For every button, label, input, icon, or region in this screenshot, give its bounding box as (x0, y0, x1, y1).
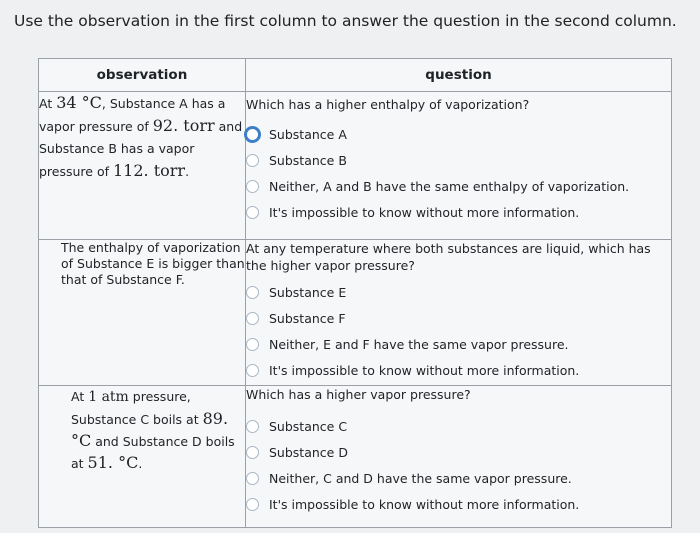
obs-temperature: 89. °C (71, 409, 229, 450)
option-label: Substance F (269, 310, 346, 326)
option-label: Substance D (269, 444, 348, 460)
obs-value: 92. torr (152, 116, 215, 135)
option-substance-a[interactable] (246, 121, 671, 147)
radio-button-icon[interactable] (246, 338, 259, 351)
obs-text: At (39, 96, 57, 111)
radio-button-icon[interactable] (246, 420, 259, 433)
option-impossible-ef[interactable] (246, 357, 671, 383)
radio-button-icon[interactable] (246, 154, 259, 167)
option-label: Substance A (269, 126, 347, 142)
option-substance-c[interactable] (246, 413, 671, 439)
option-substance-b[interactable] (246, 147, 671, 173)
radio-button-icon[interactable] (246, 312, 259, 325)
radio-button-icon[interactable] (246, 364, 259, 377)
question-text: Which has a higher vapor pressure? (246, 387, 471, 402)
obs-temperature: 34 °C (56, 93, 102, 112)
radio-button-icon[interactable] (246, 446, 259, 459)
obs-value: 112. torr (113, 161, 186, 180)
option-label: Substance B (269, 152, 347, 168)
radio-button-icon[interactable] (246, 472, 259, 485)
option-label: It's impossible to know without more information. (269, 362, 580, 378)
question-cell (246, 386, 672, 528)
instruction-text: Use the observation in the first column to answer the question in the second column. (14, 12, 677, 30)
observation-cell: The enthalpy of vaporization of Substance E is bigger than that of Substance F. (39, 240, 246, 386)
question-table (38, 58, 672, 528)
option-label: It's impossible to know without more information. (269, 204, 580, 220)
option-substance-e[interactable] (246, 279, 671, 305)
radio-button-icon[interactable] (246, 206, 259, 219)
obs-text: , Substance A has a vapor pressure of (39, 96, 226, 134)
table-row (39, 386, 672, 528)
obs-text: and Substance B has a vapor pressure of (39, 119, 243, 179)
obs-text: At (71, 389, 89, 404)
question-header: question (246, 59, 672, 92)
option-substance-f[interactable] (246, 305, 671, 331)
radio-button-icon[interactable] (246, 180, 259, 193)
obs-pressure: 1 atm (88, 389, 129, 405)
option-neither-ab[interactable] (246, 173, 671, 199)
question-text: At any temperature where both substances are liquid, which has the higher vapor pressure? (246, 241, 651, 273)
obs-text: . (138, 456, 143, 471)
option-neither-cd[interactable] (246, 465, 671, 491)
option-impossible-ab[interactable] (246, 199, 671, 225)
table-row (39, 92, 672, 240)
obs-text: . (185, 164, 190, 179)
observation-header: observation (39, 59, 246, 92)
table-header-row (39, 59, 672, 92)
option-substance-d[interactable] (246, 439, 671, 465)
option-label: Neither, E and F have the same vapor pressure. (269, 336, 569, 352)
observation-cell (39, 386, 246, 528)
question-cell (246, 92, 672, 240)
table-row (39, 240, 672, 386)
obs-text: pressure, (128, 389, 191, 404)
radio-button-icon[interactable] (246, 286, 259, 299)
option-label: Substance C (269, 418, 348, 434)
option-neither-ef[interactable] (246, 331, 671, 357)
question-text: Which has a higher enthalpy of vaporization? (246, 97, 530, 112)
radio-button-icon[interactable] (246, 498, 259, 511)
option-label: Substance E (269, 284, 347, 300)
option-label: Neither, A and B have the same enthalpy of vaporization. (269, 178, 630, 194)
obs-text: Substance C boils at (71, 412, 203, 427)
radio-button-icon[interactable] (244, 126, 261, 143)
obs-text: and Substance D boils at (71, 434, 235, 471)
obs-temperature: 51. °C (87, 453, 139, 472)
observation-cell (39, 92, 246, 240)
question-cell (246, 240, 672, 386)
option-impossible-cd[interactable] (246, 491, 671, 517)
option-label: It's impossible to know without more information. (269, 496, 580, 512)
option-label: Neither, C and D have the same vapor pressure. (269, 470, 572, 486)
